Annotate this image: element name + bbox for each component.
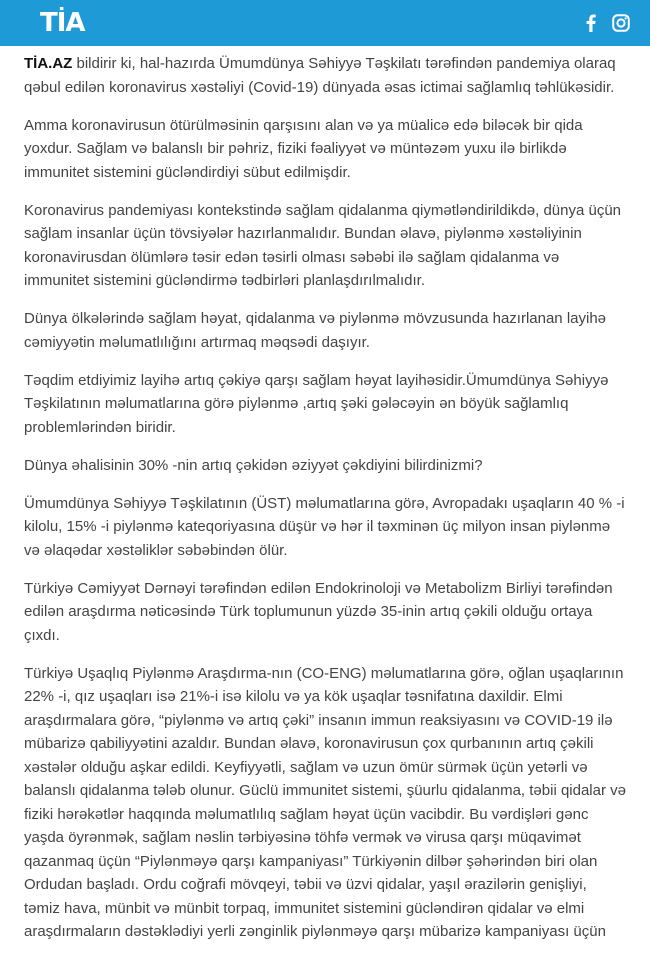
facebook-icon[interactable] (586, 14, 596, 32)
article-paragraph: Türkiyə Cəmiyyət Dərnəyi tərəfindən edilən Endokrinoloji və Metabolizm Birliyi tərəfindən edilən araşdırma nəticəsində Türk toplumunun yüzdə 35-inin artıq çəkili olduğu ortaya çıxdı. (24, 579, 613, 644)
article-paragraph: Ümumdünya Səhiyyə Təşkilatının (ÜST) məlumatlarına görə, Avropadakı uşaqların 40 % -i kilolu, 15% -i piylənmə kateqoriyasına düşür və hər il təxminən üç milyon insan piylənmə və əlaqədar xəstəliklər səbəbindən ölür. (24, 494, 625, 559)
article-paragraph: Təqdim etdiyimiz layihə artıq çəkiyə qarşı sağlam həyat layihəsidir.Ümumdünya Səhiyyə Təşkilatının məlumatlarına görə piylənmə ,artıq şəki gələcəyin ən böyük sağlamlıq problemlərindən biridir. (24, 371, 609, 436)
article-paragraph (24, 52, 626, 99)
instagram-icon[interactable] (612, 14, 630, 32)
paragraph-text: bildirir ki, hal-hazırda Ümumdünya Səhiyyə Təşkilatı tərəfindən pandemiya olaraq qəbul edilən koronavirus xəstəliyi (Covid-19) dünyada əsas ictimai sağlamlıq təhlükəsidir. (24, 55, 616, 96)
social-links (586, 14, 630, 32)
article-paragraph: Koronavirus pandemiyası kontekstində sağlam qidalanma qiymətləndirildikdə, dünya üçün sağlam insanlar üçün tövsiyələr hazırlanmalıdır. Bundan əlavə, piylənmə xəstəliyinin koronavirusdan ölümlərə təsir edən təsirli olması səbəbi ilə sağlam qidalanma və immunitet sistemini gücləndirmə tədbirləri planlaşdırılmalıdır. (24, 201, 622, 289)
article-body (0, 46, 650, 958)
site-logo[interactable] (40, 0, 85, 46)
site-header (0, 0, 650, 46)
article-paragraph: Dünya ölkələrində sağlam həyat, qidalanma və piylənmə mövzusunda hazırlanan layihə cəmiyyətin məlumatlılığını artırmaq məqsədi daşıyır. (24, 310, 607, 351)
article-paragraph: Türkiyə Uşaqlıq Piylənmə Araşdırma-nın (CO-ENG) məlumatlarına görə, oğlan uşaqlarının 22% -i, qız uşaqları isə 21%-i isə kilolu və ya kök uşaqlar təsnifatına daxildir. Elmi araşdırmalara görə, “piylənmə və artıq çəki” insanın immun reaksiyasını və COVID-19 ilə mübarizə qabiliyyətini azaldır. Bundan əlavə, koronavirusun çox qurbanının artıq çəkili xəstələr olduğu aşkar edildi. Keyfiyyətli, sağlam və uzun ömür sürmək üçün yetərli və balanslı qidalanma tələb olunur. Güclü immunitet sistemi, şüurlu qidalanma, təbii qidalar və fiziki hərəkətlər haqqında məlumatlılıq sağlam həyat üçün vacibdir. Bu vərdişləri gənc yaşda öyrənmək, sağlam nəslin tərbiyəsinə töhfə vermək və virusa qarşı müqavimət qazanmaq üçün “Piylənməyə qarşı kampaniyası” Türkiyənin dilbər şəhərindən biri olan Ordudan başladı. Ordu coğrafi mövqeyi, təbii və üzvi qidalar, yaşıl ərazilərin genişliyi, təmiz hava, münbit və münbit torpaq, immunitet sistemini gücləndirən qidalar və elmi araşdırmaların dəstəklədiyi yerli zənginlik piylənməyə qarşı mübarizə kampaniyası üçün (24, 664, 626, 940)
logo-text: TİA (40, 8, 85, 38)
brand-name: TİA.AZ (24, 55, 73, 72)
article-paragraph: Dünya əhalisinin 30% -nin artıq çəkidən əziyyət çəkdiyini bilirdinizmi? (24, 456, 483, 474)
article-paragraph: Amma koronavirusun ötürülməsinin qarşısını alan və ya müalicə edə biləcək bir qida yoxdur. Sağlam və balanslı bir pəhriz, fiziki fəaliyyət və müntəzəm yuxu ilə birlikdə immunitet sistemini gücləndirdiyi sübut edilmişdir. (24, 116, 583, 181)
